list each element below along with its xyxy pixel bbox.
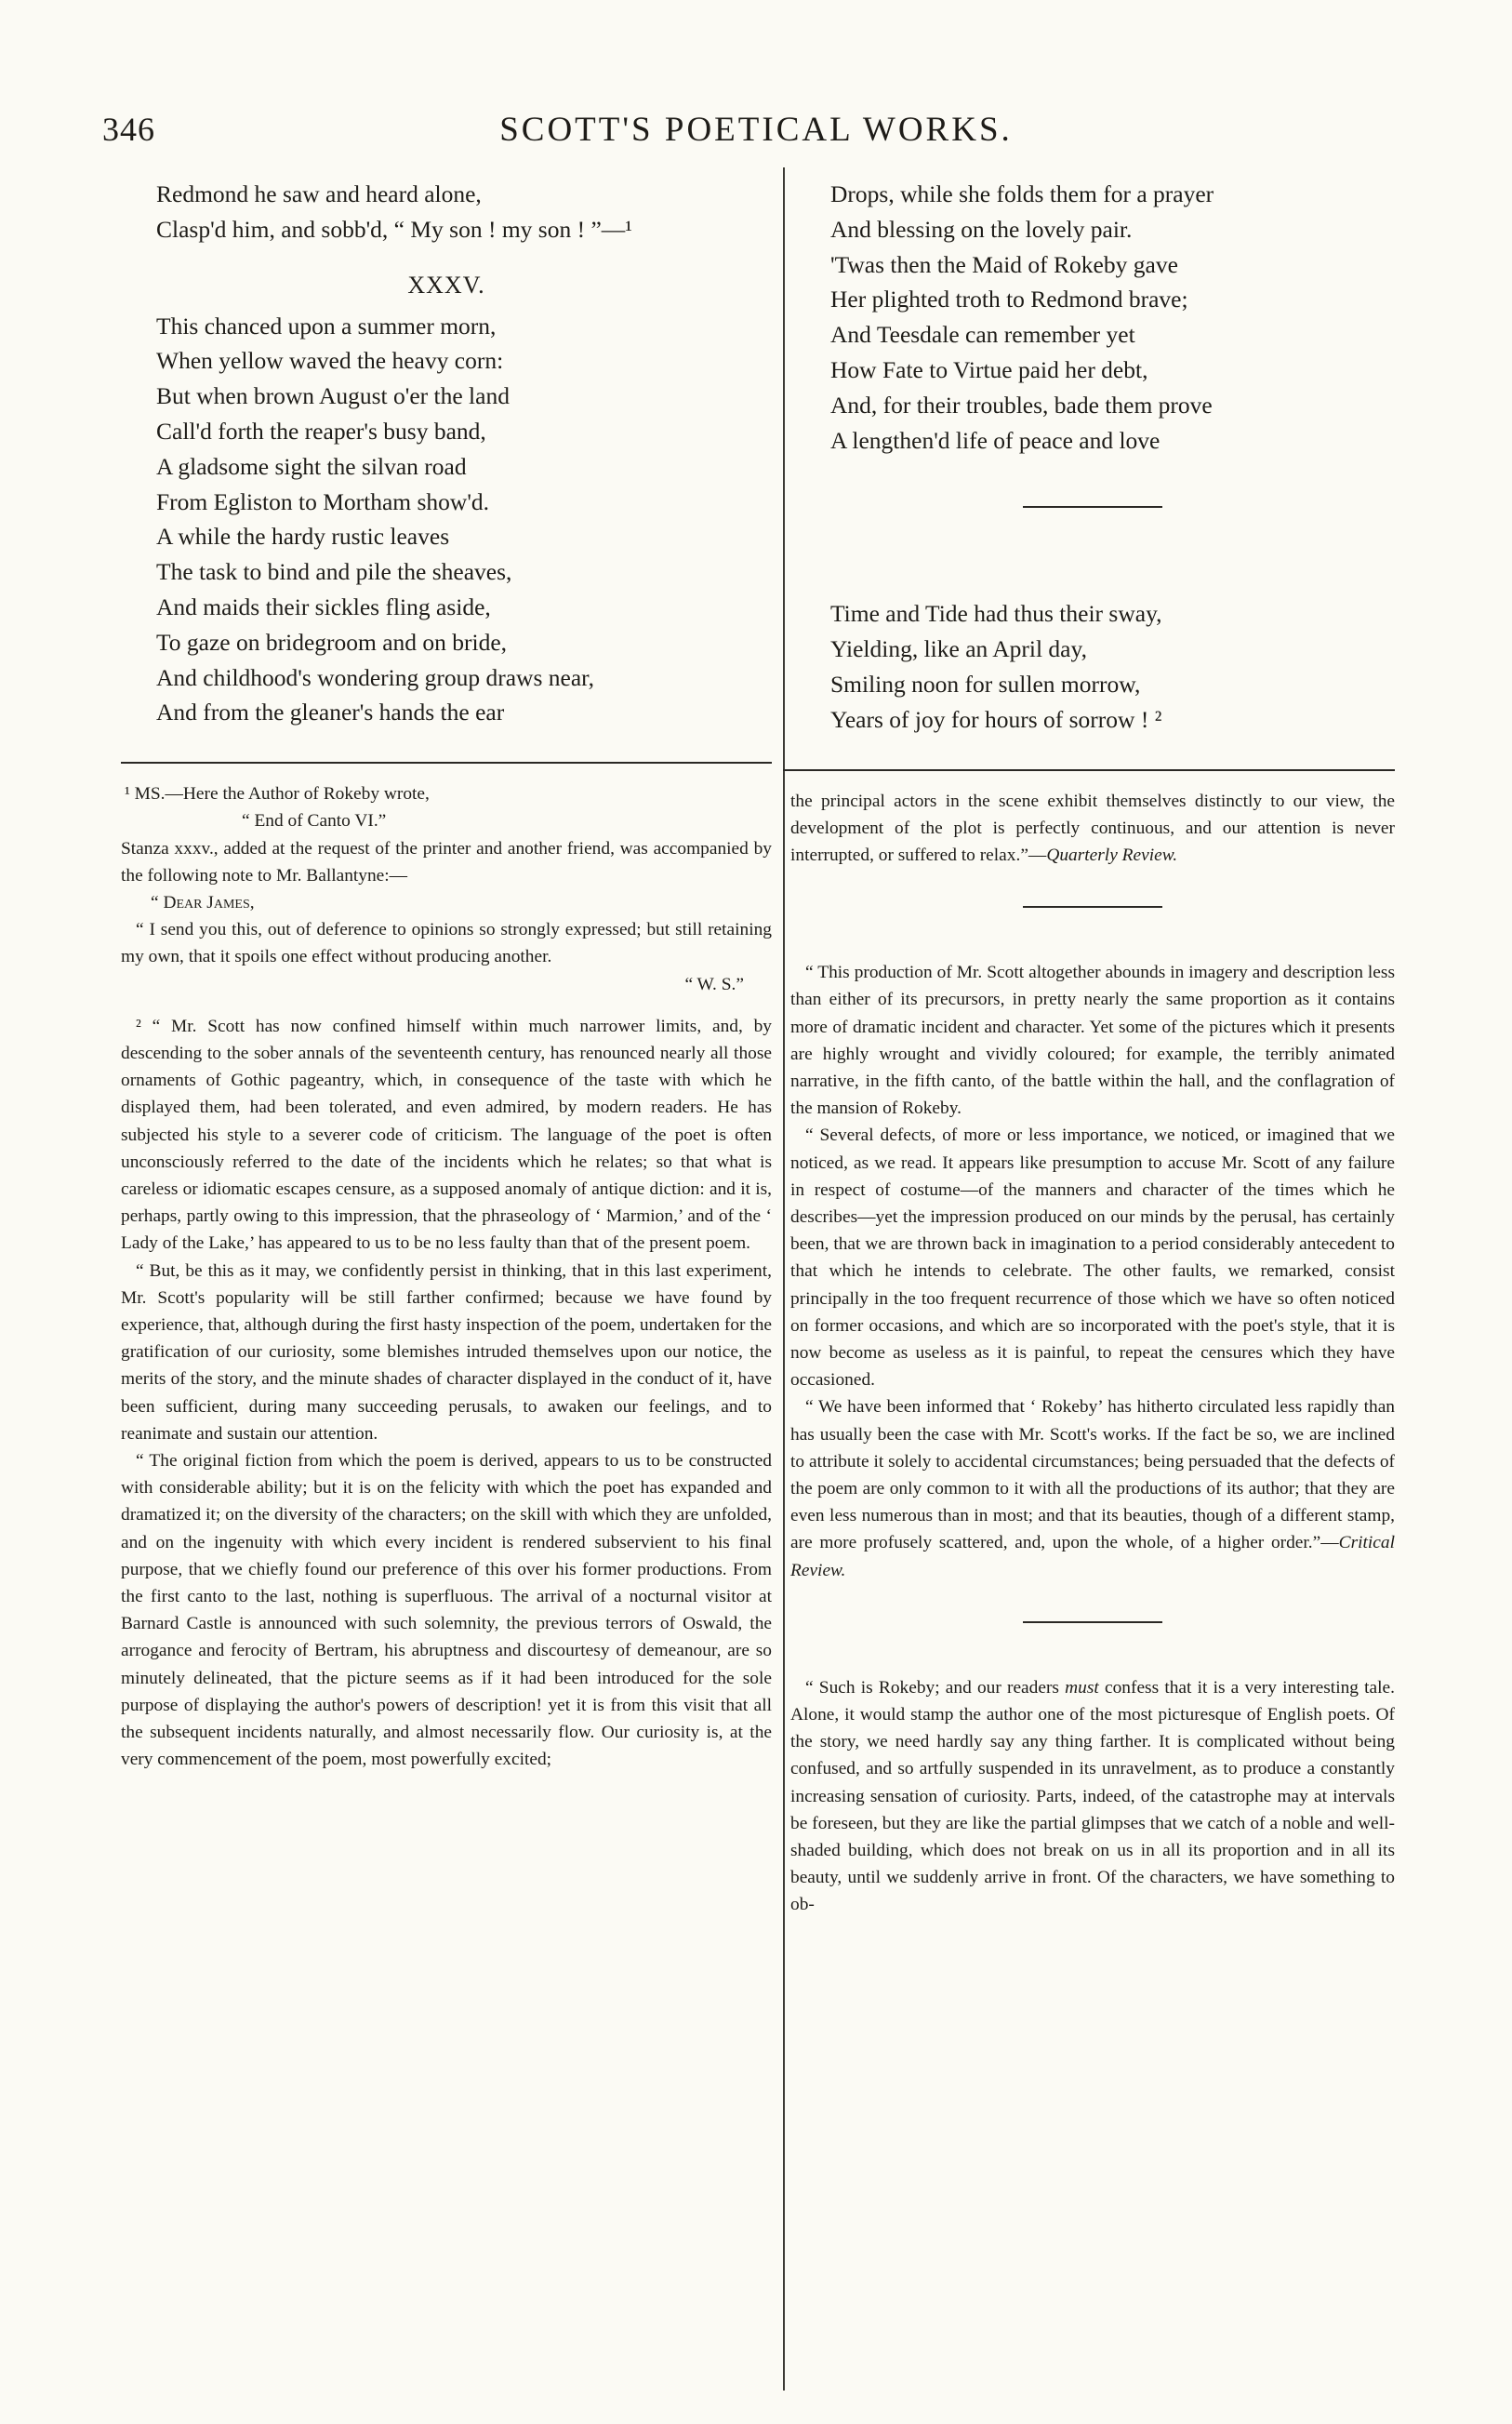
verse-line: Redmond he saw and heard alone, [156,180,482,207]
page-number: 346 [102,111,155,148]
verse-line: Drops, while she folds them for a prayer [830,180,1214,207]
verse-line: From Egliston to Mortham show'd. [156,487,490,515]
column-divider [783,167,785,2391]
footnote-paragraph: ² “ Mr. Scott has now confined himself within much narrower limits, and, by descending to the sober annals of the seventeenth century, has renounced nearly all those ornaments of Gothic pageantry, which, in consequence of the taste with which he displayed them, had been tolerated, and even admired, by modern readers. He has subjected his style to a severer code of criticism. The language of the poet is often unconsciously referred to the date of the incidents which he relates; so that what is careless or idiomatic escapes censure, as a supposed anomaly of antique diction: and it is, perhaps, partly owing to this impression, that the phraseology of ‘ Marmion,’ and of the ‘ Lady of the Lake,’ has appeared to us to be no less faulty than that of the present poem. [121,1016,772,1254]
verse-line: 'Twas then the Maid of Rokeby gave [830,250,1178,278]
verse-line: The task to bind and pile the sheaves, [156,558,512,586]
footnote-paragraph: “ The original fiction from which the poem is derived, appears to us to be constructed with considerable ability; but it is on the felicity with which the poet has expanded and dramatized it; on the diversity of the characters; on the skill with which they are unfolded, and on the ingenuity with which every incident is rendered subservient to his final purpose, that we chiefly found our preference of this over his former productions. From the first canto to the last, nothing is superfluous. The arrival of a nocturnal visitor at Barnard Castle is announced with such solemnity, the previous terrors of Oswald, the arrogance and ferocity of Bertram, his abruptness and discourtesy of demeanour, are so minutely delineated, that the picture seems as if it had been introduced for the sole purpose of displaying the author's powers of description! yet it is from this visit that all the subsequent incidents naturally, and almost necessarily flow. Our curiosity is, at the very commencement of the poem, most powerfully excited; [121,1451,772,1770]
verse-line: How Fate to Virtue paid her debt, [830,355,1148,383]
review-source: Critical Review. [790,1533,1395,1580]
footnote-paragraph: Stanza xxxv., added at the request of the printer and another friend, was accompanied by the following note to Mr. Ballantyne:— [121,838,772,886]
verse-line: And blessing on the lovely pair. [830,215,1133,243]
quote-text: “ Such is Rokeby; and our readers [805,1677,1066,1698]
verse-line: Time and Tide had thus their sway, [830,600,1162,628]
verse-epilogue [790,596,1395,737]
footnote-paragraph [790,1393,1395,1583]
critical-review-extract [790,959,1395,1584]
verse-line: Yielding, like an April day, [830,635,1087,663]
quote-text: “ We have been informed that ‘ Rokeby’ has hitherto circulated less rapidly than has usually been the case with Mr. Scott's works. If the fact be so, we are inclined to attribute it solely to accidental circumstances; being persuaded that the defects of the poem are only common to it with all the productions of its author; that they are even less numerous than in most; and that its beauties, though of a different stamp, are more profusely scattered, and, upon the whole, of a higher order.”— [790,1397,1395,1553]
verse-line: Years of joy for hours of sorrow ! ² [830,705,1162,733]
quote-text: confess that it is a very interesting tale. Alone, it would stamp the author one of the most picturesque of English poets. Of the story, we need hardly say any thing farther. It is complicated without being confused, and so artfully suspended in its unravelment, as to produce a constantly increasing sensation of curiosity. Parts, indeed, of the catastrophe may at intervals be foreseen, but they are like the partial glimpses that we catch of a noble and well-shaded building, which does not break on us in all its proportion and in all its beauty, until we suddenly arrive in front. Of the characters, we have something to ob- [790,1677,1395,1915]
footnote-paragraph [790,1674,1395,1919]
verse-line: Clasp'd him, and sobb'd, “ My son ! my son ! ”—¹ [156,215,632,243]
verse-line: Call'd forth the reaper's busy band, [156,417,486,445]
letter-salutation: “ Dear James, [151,892,255,912]
stanza-35 [121,309,772,731]
notes-separator [121,762,772,764]
notes-separator [783,769,1395,771]
review-source: Quarterly Review. [1046,845,1178,865]
verse-line: And, for their troubles, bade them prove [830,391,1213,419]
footnote-line: ¹ MS.—Here the Author of Rokeby wrote, [125,784,430,805]
verse-line: And maids their sickles fling aside, [156,593,491,620]
final-extract [790,1674,1395,1919]
stanza-number: XXXV. [407,271,485,299]
verse-line: A while the hardy rustic leaves [156,523,450,551]
footnote-2-continued [790,788,1395,870]
verse-line: Smiling noon for sullen morrow, [830,670,1141,698]
section-rule [1023,906,1162,908]
verse-line: And childhood's wondering group draws near, [156,663,594,691]
verse-line: A gladsome sight the silvan road [156,452,467,480]
verse-line: Her plighted troth to Redmond brave; [830,286,1188,313]
verse-conclusion [790,177,1395,458]
verse-line: And from the gleaner's hands the ear [156,699,505,726]
verse-line: When yellow waved the heavy corn: [156,347,504,375]
verse-line: To gaze on bridegroom and on bride, [156,628,508,656]
letter-signature: “ W. S.” [684,974,744,994]
footnote-paragraph: “ But, be this as it may, we confidently persist in thinking, that in this last experiment, Mr. Scott's popularity will be still farther confirmed; because we have found by experience, that, although during the first hasty inspection of the poem, undertaken for the gratification of our curiosity, some blemishes intruded themselves upon our notice, the merits of the story, and the minute shades of character displayed in the conduct of it, have been sufficient, during many succeeding perusals, to awaken our feelings, and to reanimate and sustain our attention. [121,1260,773,1444]
footnote-paragraph: “ This production of Mr. Scott altogether abounds in imagery and description less than either of its precursors, in pretty nearly the same proportion as it contains more of dramatic incident and character. Yet some of the pictures which it presents are highly wrought and vividly coloured; for example, the terribly animated narrative, in the fifth canto, of the battle within the hall, and the conflagration of the mansion of Rokeby. [790,963,1395,1119]
verse-continuation [121,177,772,247]
emphasis: must [1065,1677,1099,1698]
footnote-2 [121,1013,772,1774]
running-title: SCOTT'S POETICAL WORKS. [499,111,1013,149]
verse-line: But when brown August o'er the land [156,382,510,410]
verse-line: A lengthen'd life of peace and love [830,426,1161,454]
quote-text: the principal actors in the scene exhibit themselves distinctly to our view, the development of the plot is perfectly continuous, and our attention is never interrupted, or suffered to relax.”— [790,791,1395,865]
footnote-paragraph [790,788,1395,870]
verse-line: This chanced upon a summer morn, [156,312,497,340]
letter-body: “ I send you this, out of deference to opinions so strongly expressed; but still retaining my own, that it spoils one effect without producing another. [121,920,772,967]
section-rule [1023,506,1162,508]
right-column [790,177,1395,2409]
footnote-paragraph: “ Several defects, of more or less importance, we noticed, or imagined that we noticed, as we read. It appears like presumption to accuse Mr. Scott of any failure in respect of costume—of the manners and character of the times which he describes—yet the impression produced on our minds by the perusal, has certainly been, that we are thrown back in imagination to a period considerably antecedent to that which he intends to celebrate. The other faults, we remarked, consist principally in the too frequent recurrence of those which we have so often noticed on former occasions, and which are so incorporated with the poet's style, that it is now become as useless as it is painful, to repeat the censures which they have occasioned. [790,1125,1395,1391]
footnote-1 [121,780,772,1013]
verse-line: And Teesdale can remember yet [830,321,1135,349]
page-header [0,110,1512,156]
section-rule [1023,1621,1162,1623]
left-column [121,177,772,2409]
footnote-line: “ End of Canto VI.” [242,811,387,832]
